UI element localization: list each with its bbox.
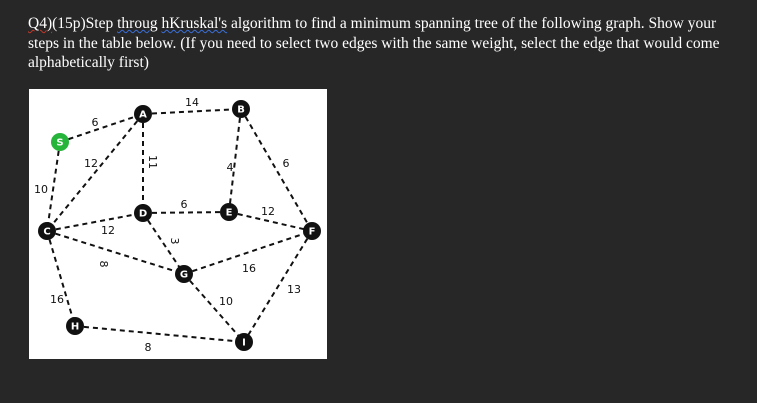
node-label: H bbox=[70, 321, 80, 333]
edge-weight-c-d: 12 bbox=[101, 224, 115, 237]
node-g bbox=[175, 265, 193, 283]
edge-c-g bbox=[47, 231, 184, 274]
edge-a-b bbox=[143, 109, 241, 114]
edge-weight-c-g: 8 bbox=[97, 260, 110, 268]
node-e bbox=[220, 203, 238, 221]
edge-a-c bbox=[47, 114, 143, 231]
edge-weight-s-c: 10 bbox=[34, 183, 48, 196]
node-label: F bbox=[308, 226, 316, 238]
node-label: D bbox=[138, 208, 148, 220]
edge-weight-d-g: 3 bbox=[168, 237, 181, 245]
edge-s-c bbox=[47, 142, 60, 231]
misspelled-word-2: hKruskal's bbox=[161, 15, 228, 32]
node-i bbox=[235, 333, 253, 351]
edge-weight-a-d: 11 bbox=[146, 155, 159, 169]
node-f bbox=[303, 222, 321, 240]
edge-weight-f-i: 13 bbox=[287, 283, 301, 296]
edge-weight-h-i: 8 bbox=[144, 341, 152, 354]
edge-g-i bbox=[184, 274, 244, 342]
node-b bbox=[232, 100, 250, 118]
edge-weight-a-b: 14 bbox=[185, 96, 199, 109]
node-label: B bbox=[237, 104, 245, 116]
edge-b-f bbox=[241, 109, 312, 231]
node-h bbox=[66, 317, 84, 335]
edge-weight-b-e: 4 bbox=[226, 161, 234, 174]
node-label: E bbox=[225, 207, 233, 219]
edge-f-i bbox=[244, 231, 312, 342]
question-body: algorithm to find a minimum spanning tree of the following graph. Show your steps in the table below. (If you need to select two edges with the same weight, select the edge that would come alphabetically first) bbox=[28, 15, 720, 71]
edge-weight-c-h: 16 bbox=[50, 293, 64, 306]
edge-weight-e-f: 12 bbox=[261, 205, 275, 218]
question-text bbox=[28, 14, 750, 73]
edge-h-i bbox=[75, 326, 244, 342]
node-c bbox=[38, 222, 56, 240]
question-marks: (15p)Step bbox=[52, 15, 118, 32]
graph-figure bbox=[29, 89, 327, 359]
edge-weight-d-e: 6 bbox=[180, 198, 188, 211]
edge-weight-s-a: 6 bbox=[91, 116, 99, 129]
edge-c-h bbox=[47, 231, 75, 326]
edge-c-d bbox=[47, 213, 143, 231]
edge-d-e bbox=[143, 212, 229, 213]
edge-weight-b-f: 6 bbox=[282, 157, 290, 170]
node-label: A bbox=[139, 109, 147, 121]
question-number: Q4) bbox=[28, 15, 53, 32]
edge-weight-a-c: 12 bbox=[84, 157, 98, 170]
edge-weight-g-f: 16 bbox=[242, 262, 256, 275]
graph-diagram bbox=[29, 89, 327, 359]
node-label: C bbox=[43, 226, 51, 238]
node-label: G bbox=[179, 269, 189, 281]
node-d bbox=[134, 204, 152, 222]
node-s bbox=[51, 133, 69, 151]
node-label: S bbox=[56, 137, 64, 149]
node-a bbox=[134, 105, 152, 123]
node-label: I bbox=[242, 337, 246, 349]
edge-weight-g-i: 10 bbox=[219, 295, 233, 308]
misspelled-word-1: throug bbox=[117, 15, 158, 32]
